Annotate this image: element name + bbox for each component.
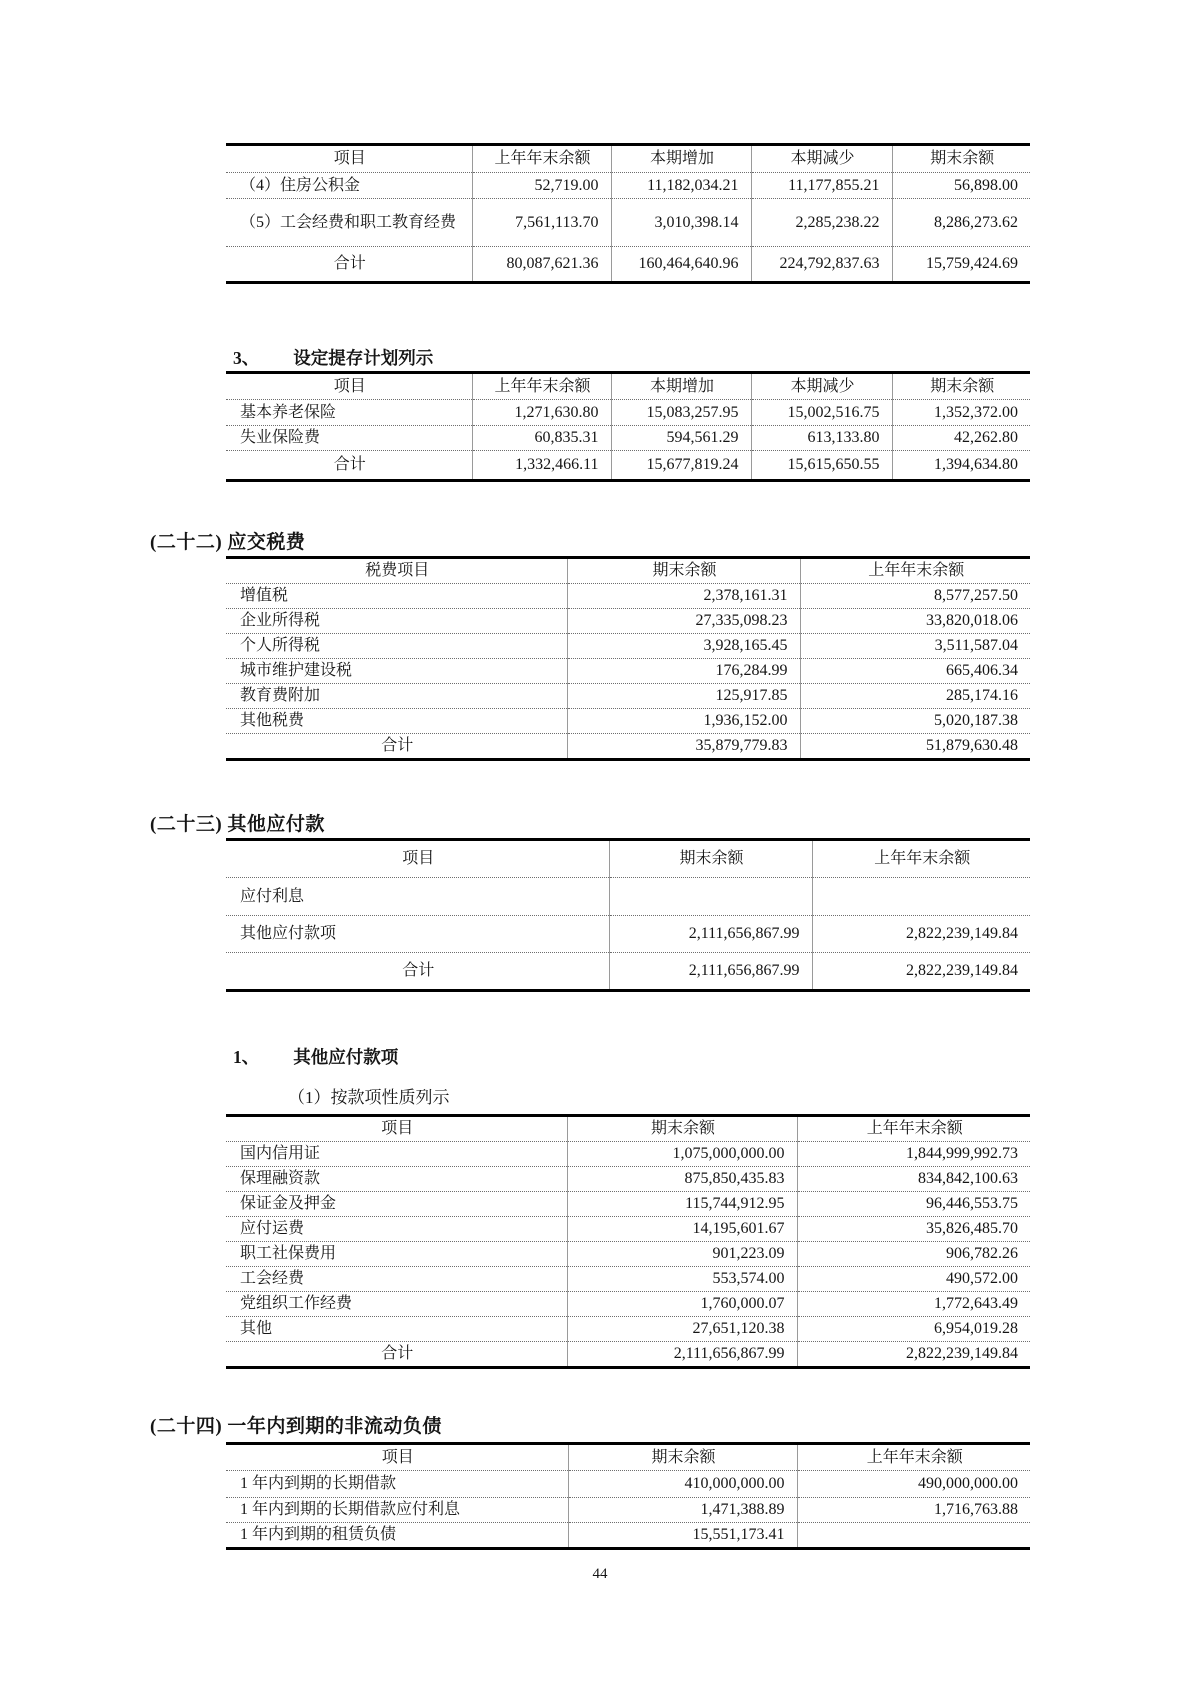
cell-value: 15,615,650.55 [751, 451, 892, 481]
cell-value: 613,133.80 [751, 426, 892, 451]
cell-value: 1,772,643.49 [797, 1292, 1030, 1317]
table-other-payables-by-nature [226, 1114, 1030, 1369]
table-row [226, 1317, 1030, 1342]
cell-item: 工会经费 [226, 1267, 567, 1292]
cell-value: 125,917.85 [567, 684, 800, 709]
cell-value: 33,820,018.06 [800, 609, 1030, 634]
cell-value: 80,087,621.36 [472, 247, 611, 283]
section-heading-taxes-payable: (二十二) 应交税费 [150, 532, 306, 553]
subsection-heading-by-nature: （1）按款项性质列示 [288, 1088, 450, 1107]
column-header: 上年年末余额 [812, 840, 1030, 878]
cell-item: 企业所得税 [226, 609, 567, 634]
column-header: 本期减少 [751, 145, 892, 173]
cell-value: 96,446,553.75 [797, 1192, 1030, 1217]
table-row [226, 1142, 1030, 1167]
cell-value: 285,174.16 [800, 684, 1030, 709]
table-row [226, 916, 1030, 953]
cell-value: 52,719.00 [472, 173, 611, 199]
column-header: 上年年末余额 [800, 558, 1030, 584]
table-total-row [226, 1342, 1030, 1368]
table-row [226, 1217, 1030, 1242]
cell-item: 应付利息 [226, 878, 609, 916]
cell-value: 8,577,257.50 [800, 584, 1030, 609]
cell-value: 2,111,656,867.99 [567, 1342, 797, 1368]
cell-value: 11,177,855.21 [751, 173, 892, 199]
column-header: 期末余额 [568, 1444, 797, 1471]
column-header: 项目 [333, 377, 366, 395]
cell-value: 1,394,634.80 [892, 451, 1030, 481]
cell-value: 35,879,779.83 [567, 734, 800, 760]
table-row [226, 173, 1030, 199]
cell-value: 594,561.29 [611, 426, 751, 451]
page-number: 44 [592, 1566, 608, 1582]
column-header: 项目 [333, 150, 366, 167]
cell-value: 1,271,630.80 [472, 400, 611, 426]
cell-value: 27,335,098.23 [567, 609, 800, 634]
cell-total-label: 合计 [226, 451, 472, 481]
cell-value: 1,936,152.00 [567, 709, 800, 734]
cell-item: 城市维护建设税 [226, 659, 567, 684]
column-header: 本期增加 [611, 373, 751, 400]
cell-value: 27,651,120.38 [567, 1317, 797, 1342]
table-row [226, 1292, 1030, 1317]
section-number: 3、 [233, 348, 260, 368]
cell-value: 176,284.99 [567, 659, 800, 684]
section-heading-other-payables: (二十三) 其他应付款 [150, 814, 325, 835]
cell-item: （5）工会经费和职工教育经费 [226, 199, 472, 247]
cell-value: 1,352,372.00 [892, 400, 1030, 426]
cell-value: 1,844,999,992.73 [797, 1142, 1030, 1167]
table-non-current-liabilities-due [226, 1442, 1030, 1550]
column-header: 期末余额 [609, 840, 812, 878]
cell-value: 834,842,100.63 [797, 1167, 1030, 1192]
cell-item: 保证金及押金 [226, 1192, 567, 1217]
table-header-row [226, 558, 1030, 584]
table-defined-contribution-items [226, 143, 1030, 284]
cell-value: 6,954,019.28 [797, 1317, 1030, 1342]
cell-value: 1,760,000.07 [567, 1292, 797, 1317]
cell-value: 2,378,161.31 [567, 584, 800, 609]
column-header: 上年年末余额 [472, 373, 611, 400]
cell-value: 553,574.00 [567, 1267, 797, 1292]
table-row [226, 199, 1030, 247]
cell-value: 1,075,000,000.00 [567, 1142, 797, 1167]
table-taxes-payable [226, 556, 1030, 761]
cell-item: 教育费附加 [226, 684, 567, 709]
table-row [226, 878, 1030, 916]
cell-value: 5,020,187.38 [800, 709, 1030, 734]
cell-value: 665,406.34 [800, 659, 1030, 684]
cell-item: 基本养老保险 [226, 400, 472, 426]
cell-value: 15,002,516.75 [751, 400, 892, 426]
cell-value [797, 1523, 1030, 1549]
cell-value: 2,285,238.22 [751, 199, 892, 247]
cell-value: 1,716,763.88 [797, 1498, 1030, 1523]
cell-value: 42,262.80 [892, 426, 1030, 451]
cell-value: 3,511,587.04 [800, 634, 1030, 659]
column-header: 期末余额 [567, 1116, 797, 1142]
cell-value: 35,826,485.70 [797, 1217, 1030, 1242]
cell-value: 8,286,273.62 [892, 199, 1030, 247]
cell-value [812, 878, 1030, 916]
cell-total-label: 合计 [226, 247, 472, 283]
table-header-row [226, 840, 1030, 878]
cell-value: 15,677,819.24 [611, 451, 751, 481]
table-row [226, 1242, 1030, 1267]
cell-item: 个人所得税 [226, 634, 567, 659]
table-total-row [226, 734, 1030, 760]
table-total-row [226, 451, 1030, 481]
cell-value [609, 878, 812, 916]
column-header: 期末余额 [892, 145, 1030, 173]
cell-item: 失业保险费 [226, 426, 472, 451]
column-header: 项目 [381, 1448, 414, 1466]
section-title: 设定提存计划列示 [293, 348, 434, 368]
cell-value: 60,835.31 [472, 426, 611, 451]
section-heading-other-payables-items [233, 1044, 398, 1069]
cell-value: 15,551,173.41 [568, 1523, 797, 1549]
column-header: 上年年末余额 [797, 1444, 1030, 1471]
section-title: 其他应付款项 [293, 1047, 399, 1067]
cell-total-label: 合计 [226, 734, 567, 760]
cell-value: 906,782.26 [797, 1242, 1030, 1267]
column-header: 本期减少 [751, 373, 892, 400]
cell-value: 490,000,000.00 [797, 1471, 1030, 1498]
cell-value: 15,083,257.95 [611, 400, 751, 426]
table-row [226, 426, 1030, 451]
column-header: 税费项目 [365, 562, 430, 579]
cell-value: 1,332,466.11 [472, 451, 611, 481]
section-heading-defined-contribution-plan [233, 345, 433, 370]
cell-item: 1 年内到期的租赁负债 [226, 1523, 568, 1549]
cell-value: 7,561,113.70 [472, 199, 611, 247]
cell-value: 490,572.00 [797, 1267, 1030, 1292]
table-row [226, 1192, 1030, 1217]
cell-item: 职工社保费用 [226, 1242, 567, 1267]
column-header: 上年年末余额 [472, 145, 611, 173]
table-row [226, 634, 1030, 659]
table-row [226, 684, 1030, 709]
cell-value: 51,879,630.48 [800, 734, 1030, 760]
cell-total-label: 合计 [226, 1342, 567, 1368]
table-row [226, 1167, 1030, 1192]
column-header: 期末余额 [567, 558, 800, 584]
column-header: 项目 [381, 1120, 414, 1137]
column-header: 项目 [402, 850, 435, 867]
cell-value: 875,850,435.83 [567, 1167, 797, 1192]
cell-value: 224,792,837.63 [751, 247, 892, 283]
table-row [226, 659, 1030, 684]
cell-item: 1 年内到期的长期借款应付利息 [226, 1498, 568, 1523]
table-header-row [226, 373, 1030, 400]
cell-item: 1 年内到期的长期借款 [226, 1471, 568, 1498]
cell-value: 410,000,000.00 [568, 1471, 797, 1498]
cell-item: 保理融资款 [226, 1167, 567, 1192]
cell-value: 3,928,165.45 [567, 634, 800, 659]
cell-value: 160,464,640.96 [611, 247, 751, 283]
table-row [226, 1471, 1030, 1498]
cell-item: （4）住房公积金 [226, 173, 472, 199]
cell-value: 56,898.00 [892, 173, 1030, 199]
cell-value: 2,111,656,867.99 [609, 953, 812, 991]
table-header-row [226, 1116, 1030, 1142]
column-header: 上年年末余额 [797, 1116, 1030, 1142]
cell-item: 增值税 [226, 584, 567, 609]
cell-value: 2,822,239,149.84 [812, 953, 1030, 991]
column-header: 期末余额 [892, 373, 1030, 400]
table-header-row [226, 145, 1030, 173]
cell-item: 其他税费 [226, 709, 567, 734]
cell-total-label: 合计 [226, 953, 609, 991]
section-heading-non-current-liabilities-due: (二十四) 一年内到期的非流动负债 [150, 1416, 442, 1437]
table-row [226, 400, 1030, 426]
cell-item: 党组织工作经费 [226, 1292, 567, 1317]
table-row [226, 584, 1030, 609]
cell-value: 14,195,601.67 [567, 1217, 797, 1242]
table-other-payables-summary [226, 838, 1030, 992]
cell-value: 1,471,388.89 [568, 1498, 797, 1523]
cell-value: 2,822,239,149.84 [797, 1342, 1030, 1368]
cell-value: 3,010,398.14 [611, 199, 751, 247]
table-total-row [226, 953, 1030, 991]
column-header: 本期增加 [611, 145, 751, 173]
table-row [226, 709, 1030, 734]
table-row [226, 609, 1030, 634]
table-header-row [226, 1444, 1030, 1471]
section-number: 1、 [233, 1047, 260, 1067]
table-total-row [226, 247, 1030, 283]
table-row [226, 1498, 1030, 1523]
table-row [226, 1267, 1030, 1292]
cell-item: 其他 [226, 1317, 567, 1342]
table-row [226, 1523, 1030, 1549]
cell-item: 国内信用证 [226, 1142, 567, 1167]
cell-item: 其他应付款项 [226, 916, 609, 953]
cell-value: 901,223.09 [567, 1242, 797, 1267]
cell-value: 11,182,034.21 [611, 173, 751, 199]
table-defined-contribution-plan [226, 371, 1030, 482]
cell-value: 2,822,239,149.84 [812, 916, 1030, 953]
cell-value: 15,759,424.69 [892, 247, 1030, 283]
cell-value: 2,111,656,867.99 [609, 916, 812, 953]
cell-value: 115,744,912.95 [567, 1192, 797, 1217]
cell-item: 应付运费 [226, 1217, 567, 1242]
